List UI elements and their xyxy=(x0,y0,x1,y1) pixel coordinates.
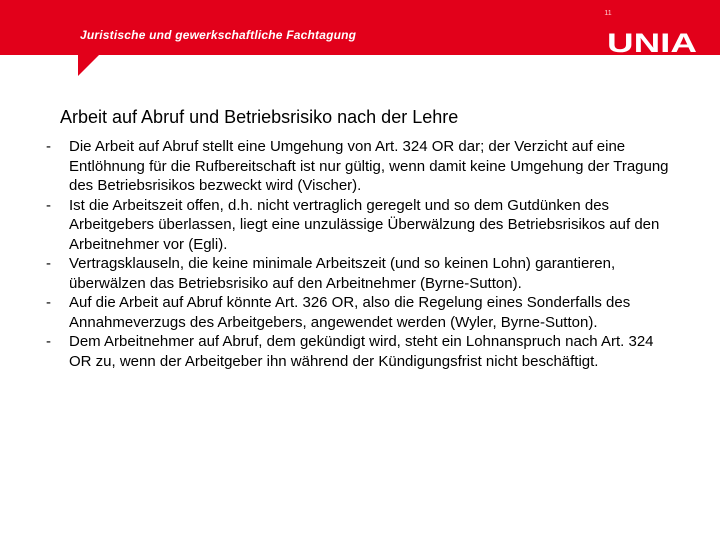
header-notch xyxy=(78,55,99,76)
bullet-text: Vertragsklauseln, die keine minimale Arbeitszeit (und so keinen Lohn) garantieren, überwälzen das Betriebsrisiko auf den Arbeitnehmer (Byrne-Sutton). xyxy=(69,255,616,292)
unia-logo xyxy=(607,26,697,54)
bullet-dash: - xyxy=(46,138,51,155)
bullet-list xyxy=(46,137,676,371)
bullet-item xyxy=(46,293,676,332)
page-number: 11 xyxy=(604,10,612,17)
bullet-text: Auf die Arbeit auf Abruf könnte Art. 326 OR, also die Regelung eines Sonderfalls des Annahmeverzugs des Arbeitgebers, angewendet werden (Wyler, Byrne-Sutton). xyxy=(69,294,631,331)
slide-title: Arbeit auf Abruf und Betriebsrisiko nach der Lehre xyxy=(60,107,459,127)
bullet-item xyxy=(46,332,676,371)
header-title: Juristische und gewerkschaftliche Fachtagung xyxy=(80,28,357,42)
bullet-text: Dem Arbeitnehmer auf Abruf, dem gekündigt wird, steht ein Lohnanspruch nach Art. 324 OR zu, wenn der Arbeitgeber ihn während der Kündigungsfrist nicht beschäftigt. xyxy=(69,333,654,370)
unia-logo-text: UNIA xyxy=(607,28,697,54)
bullet-item xyxy=(46,254,676,293)
bullet-text: Ist die Arbeitszeit offen, d.h. nicht vertraglich geregelt und so dem Gutdünken des Arbeitgebers überlassen, liegt eine unzulässige Überwälzung des Betriebsrisikos auf den Arbeitnehmer vor (Egli). xyxy=(69,196,660,253)
bullet-dash: - xyxy=(46,333,51,350)
bullet-item xyxy=(46,137,676,196)
bullet-dash: - xyxy=(46,255,51,272)
bullet-dash: - xyxy=(46,196,51,214)
bullet-item xyxy=(46,196,676,255)
bullet-text: Die Arbeit auf Abruf stellt eine Umgehung von Art. 324 OR dar; der Verzicht auf eine Entlöhnung für die Rufbereitschaft ist nur gültig, wenn damit keine Umgehung der Tragung des Betriebsrisikos bezweckt wird (Vischer). xyxy=(69,138,669,194)
bullet-dash: - xyxy=(46,294,51,311)
